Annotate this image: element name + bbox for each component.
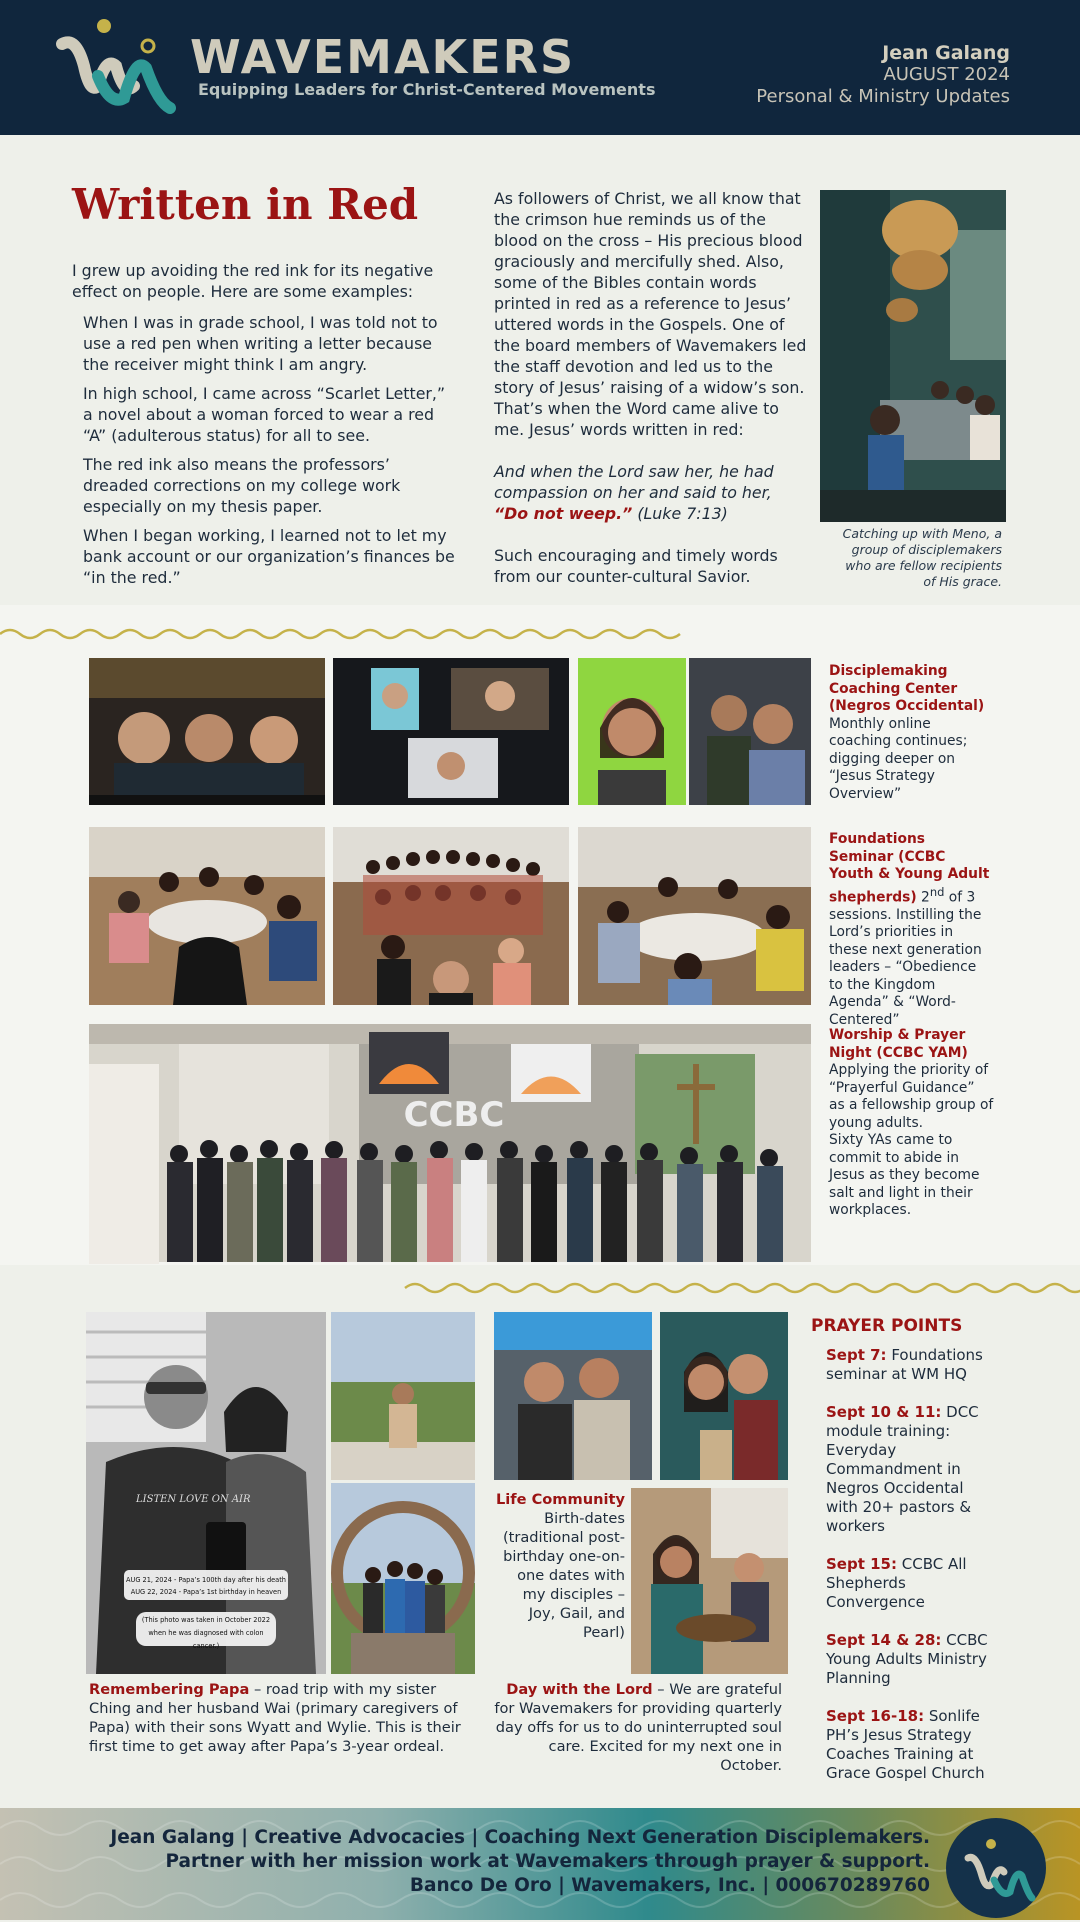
life-community-photo-2	[660, 1312, 788, 1480]
worship-text: Applying the priority of “Prayerful Guidance” as a fellowship group of young adults.	[829, 1062, 994, 1131]
article-column-2	[494, 188, 814, 608]
dcc-heading: Disciplemaking Coaching Center (Negros Occidental)	[829, 663, 985, 714]
author-name: Jean Galang	[882, 42, 1010, 64]
prayer-points-list	[826, 1346, 996, 1802]
gold-wave-divider-top	[0, 622, 690, 646]
brand-name: WAVEMAKERS	[190, 30, 576, 84]
header-info	[756, 42, 1010, 108]
wavemakers-logo-icon	[58, 16, 178, 116]
papa-note-2: AUG 22, 2024 - Papa’s 1st birthday in heaven	[130, 1588, 282, 1596]
worship-night-photo	[89, 1024, 811, 1262]
zoom-call-photo-2	[333, 658, 569, 805]
meno-group-photo	[820, 190, 1006, 522]
prayer-points-title: PRAYER POINTS	[811, 1316, 963, 1336]
life-community-caption: Life Community Birth-dates (traditional post-birthday one-on-one dates with my disciples – Joy, Gail, and Pearl)	[495, 1491, 625, 1641]
worship-heading: Worship & Prayer Night (CCBC YAM)	[829, 1027, 968, 1061]
road-trip-scenery-photo	[331, 1312, 475, 1480]
gold-wave-divider-bottom	[405, 1276, 1080, 1300]
dcc-update	[829, 663, 994, 803]
issue-subtitle: Personal & Ministry Updates	[756, 86, 1010, 107]
prayer-item: Sept 15: CCBC All Shepherds Convergence	[826, 1555, 967, 1611]
blood-paragraph: As followers of Christ, we all know that the crimson hue reminds us of the blood on the cross – His precious blood graciously and mercifully shed. Also, some of the Bibles contain words printed in red as a reference to Jesus’ uttered words in the Gospels. One of the board members of Wavemakers led the staff devotion and led us to the story of Jesus’ raising of a widow’s son. That’s when the Word came alive to me. Jesus’ words written in red:	[494, 189, 807, 439]
family-circle-photo	[331, 1483, 475, 1674]
footer-text	[110, 1826, 930, 1898]
dcc-text: Monthly online coaching continues; digging deeper on “Jesus Strategy Overview”	[829, 715, 968, 802]
closing-paragraph: Such encouraging and timely words from our counter-cultural Savior.	[494, 546, 778, 586]
two-young-men-photo	[689, 658, 811, 805]
header-banner	[0, 0, 1080, 135]
footer-line-3: Banco De Oro | Wavemakers, Inc. | 000670289760	[409, 1875, 930, 1896]
ccbc-sign-text: CCBC	[403, 1095, 505, 1135]
zoom-call-photo-1	[89, 658, 325, 805]
seminar-table-photo-1	[89, 827, 325, 1005]
seminar-group-photo	[333, 827, 569, 1005]
brand-tagline: Equipping Leaders for Christ-Centered Movements	[198, 80, 656, 99]
footer-line-1: Jean Galang | Creative Advocacies | Coaching Next Generation Disciplemakers.	[110, 1827, 930, 1848]
papa-note-3: (This photo was taken in October 2022 when he was diagnosed with colon cancer.)	[141, 1616, 271, 1650]
example-4: When I began working, I learned not to let my bank account or our organization’s finances be “in the red.”	[83, 526, 455, 587]
worship-update	[829, 1027, 994, 1220]
article-title: Written in Red	[72, 180, 419, 229]
prayer-item: Sept 7: Foundations seminar at WM HQ	[826, 1346, 983, 1383]
example-1: When I was in grade school, I was told not to use a red pen when writing a letter because the receiver might think I am angry.	[83, 313, 438, 374]
papa-note-1: AUG 21, 2024 - Papa’s 100th day after his death	[125, 1576, 287, 1584]
foundations-update	[829, 831, 994, 1029]
prayer-item: Sept 10 & 11: DCC module training: Everyday Commandment in Negros Occidental with 20+ pastors & workers	[826, 1403, 979, 1535]
meno-photo-caption: Catching up with Meno, a group of disciplemakers who are fellow recipients of His grace.	[842, 526, 1002, 589]
footer-logo-icon	[946, 1818, 1046, 1918]
papa-caption: Remembering Papa – road trip with my sister Ching and her husband Wai (primary caregivers of Papa) with their sons Wyatt and Wylie. This is their first time to get away after Papa’s 3-year ordeal.	[89, 1681, 461, 1755]
footer-banner	[0, 1808, 1080, 1920]
footer-line-2: Partner with her mission work at Wavemakers through prayer & support.	[165, 1851, 930, 1872]
worship-text-2: Sixty YAs came to commit to abide in Jesus as they become salt and light in their workplaces.	[829, 1132, 980, 1218]
day-with-lord-photo	[631, 1488, 788, 1674]
scripture-quote: And when the Lord saw her, he had compassion on her and said to her, “Do not weep.” (Luke 7:13)	[494, 462, 774, 523]
prayer-item: Sept 14 & 28: CCBC Young Adults Ministry Planning	[826, 1631, 988, 1687]
seminar-table-photo-2	[578, 827, 811, 1005]
papa-photo	[86, 1312, 326, 1674]
life-community-photo-1	[494, 1312, 652, 1480]
foundations-text: Foundations Seminar (CCBC Youth & Young Adult shepherds) 2nd of 3 sessions. Instilling the Lord’s priorities in these next generation leaders – “Obedience to the Kingdom Agenda” & “Word-Centered”	[829, 831, 990, 1028]
prayer-item: Sept 16-18: Sonlife PH’s Jesus Strategy Coaches Training at Grace Gospel Church	[826, 1707, 985, 1782]
issue-date: AUGUST 2024	[883, 64, 1010, 85]
day-with-lord-caption: Day with the Lord – We are grateful for Wavemakers for providing quarterly day offs for us to do uninterrupted soul care. Excited for my next one in October.	[494, 1681, 782, 1774]
video-call-woman-photo	[578, 658, 686, 805]
shirt-text: LISTEN LOVE ON AIR	[136, 1494, 251, 1505]
article-intro: I grew up avoiding the red ink for its negative effect on people. Here are some examples:	[72, 261, 434, 301]
example-3: The red ink also means the professors’ dreaded corrections on my college work especially on my thesis paper.	[83, 455, 401, 516]
example-2: In high school, I came across “Scarlet Letter,” a novel about a woman forced to wear a red “A” (adulterous status) for all to see.	[83, 384, 446, 445]
